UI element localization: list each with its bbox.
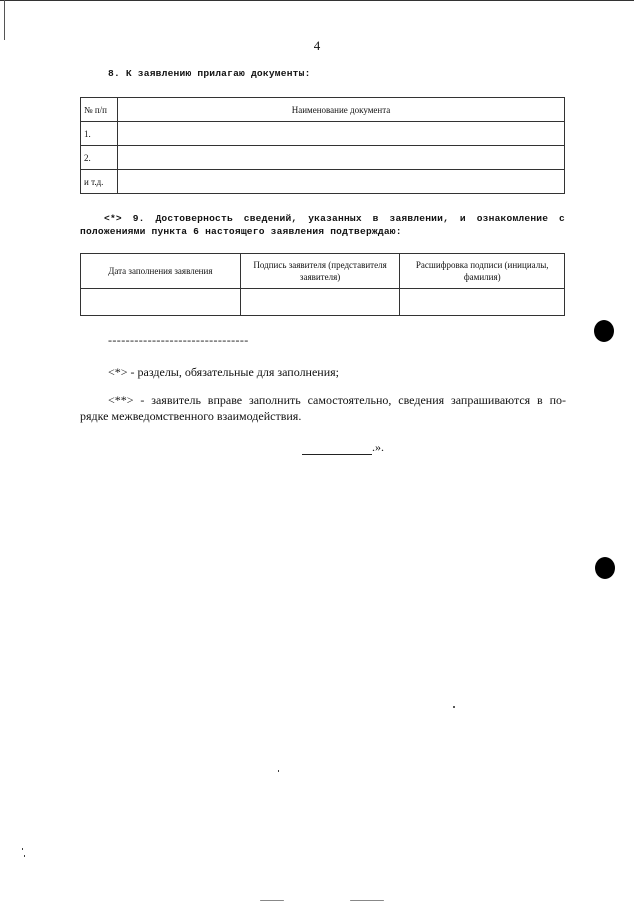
document-name-cell: [118, 170, 565, 194]
table-row: [81, 170, 565, 194]
signature-cell: [240, 289, 400, 316]
binder-punch-hole: [595, 557, 615, 579]
footnote-interagency: [80, 392, 566, 424]
closing-text: .».: [372, 440, 384, 454]
page-top-edge: [0, 0, 634, 1]
documents-table: [80, 97, 565, 194]
footnote-interagency-line-1: <**> - заявитель вправе заполнить самостоятельно, сведения запрашиваются в по-: [108, 393, 566, 407]
footnote-separator: --------------------------------: [108, 333, 249, 347]
document-name-cell: [118, 122, 565, 146]
page-number: 4: [313, 38, 321, 53]
section-9-line-2: положениями пункта 6 настоящего заявления подтверждаю:: [80, 226, 402, 237]
scan-speck: [453, 706, 455, 708]
scan-margin-mark: [4, 0, 5, 40]
signature-empty-row: [81, 289, 565, 316]
table-header-row: [81, 98, 565, 122]
scan-speck: [260, 900, 284, 901]
header-document-name: Наименование документа: [118, 98, 565, 122]
section-9-line-1: <*> 9. Достоверность сведений, указанных в заявлении, и ознакомление с: [104, 213, 565, 224]
header-fill-date: Дата заполнения заявления: [81, 254, 241, 289]
footnote-interagency-line-2: рядке межведомственного взаимодействия.: [80, 409, 302, 423]
table-row: [81, 122, 565, 146]
scan-speck: [22, 848, 23, 850]
footnote-required-sections: <*> - разделы, обязательные для заполнения;: [108, 365, 340, 379]
row-number: и т.д.: [81, 170, 118, 194]
header-applicant-signature: Подпись заявителя (представителя заявителя): [240, 254, 400, 289]
scan-speck: [278, 770, 279, 772]
signature-table: [80, 253, 565, 316]
fill-date-cell: [81, 289, 241, 316]
document-name-cell: [118, 146, 565, 170]
section-9-text: [80, 212, 565, 238]
row-number: 2.: [81, 146, 118, 170]
table-row: [81, 146, 565, 170]
row-number: 1.: [81, 122, 118, 146]
scan-speck: [350, 900, 384, 901]
signature-decoding-cell: [400, 289, 565, 316]
header-number: № п/п: [81, 98, 118, 122]
signature-header-row: [81, 254, 565, 289]
closing-mark: [302, 440, 384, 455]
scan-speck: [24, 855, 25, 857]
header-signature-decoding: Расшифровка подписи (инициалы, фамилия): [400, 254, 565, 289]
section-8-heading: 8. К заявлению прилагаю документы:: [108, 68, 311, 79]
binder-punch-hole: [594, 320, 614, 342]
closing-blank-line: [302, 443, 372, 455]
